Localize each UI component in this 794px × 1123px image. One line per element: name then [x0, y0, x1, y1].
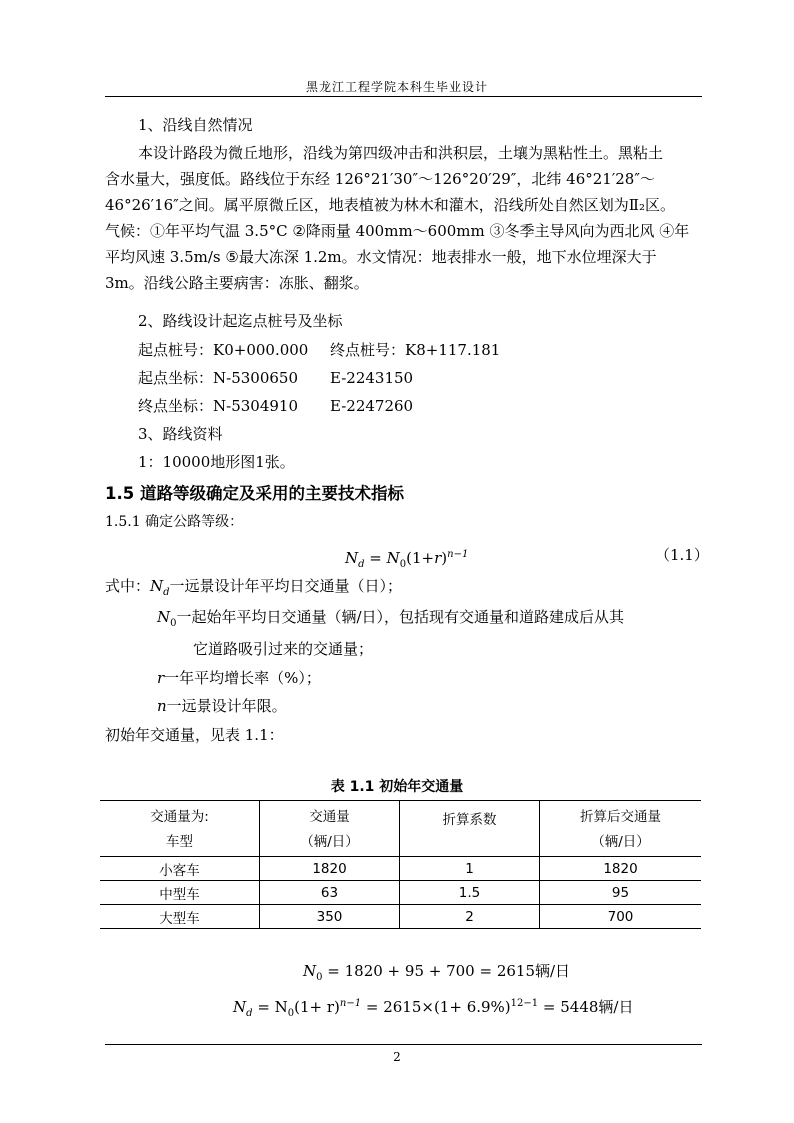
formula-number: （1.1） — [655, 546, 709, 564]
where-line: 式中：$N_d$一远景设计年平均日交通量（日）； — [105, 577, 403, 598]
table-intro: 初始年交通量，见表 1.1： — [105, 726, 284, 744]
calc-nd-exp1: n−1 — [339, 998, 362, 1009]
def-r-line: r一年平均增长率（%）； — [157, 669, 321, 687]
header-col4-line2: （辆/日） — [540, 825, 702, 857]
def-n: 一远景设计年限。 — [166, 697, 287, 715]
page-header-title: 黑龙江工程学院本科生毕业设计 — [305, 80, 488, 94]
section1-line-4: 气候：①年平均气温 3.5°C ②降雨量 400mm～600mm ③冬季主导风向为西北风 ④年 — [105, 222, 690, 240]
calc-nd-part-a: = N — [257, 998, 288, 1016]
section2-heading: 2、路线设计起迄点桩号及坐标 — [138, 312, 343, 330]
section1-line-1: 本设计路段为微丘地形，沿线为第四级冲击和洪积层，土壤为黑粘性土。黑粘土 — [138, 144, 664, 162]
calc-n0-expr: = 1820 + 95 + 700 = 2615辆/日 — [327, 962, 571, 980]
row-converted: 700 — [540, 905, 702, 929]
section-1-5-1-heading: 1.5.1 确定公路等级： — [105, 514, 244, 530]
table-caption: 表 1.1 初始年交通量 — [330, 779, 464, 795]
calc-nd: $N_d = N_0(1+ r)^{n-1} = 2615\times(1+ 6.9\%)^{12-1} = 5448$辆/日 — [233, 998, 634, 1019]
header-col3: 折算系数 — [400, 801, 540, 857]
table-row — [100, 905, 701, 929]
row-factor: 1.5 — [400, 881, 540, 905]
where-intro: 式中： — [105, 577, 151, 595]
def-n0: 一起始年平均日交通量（辆/日），包括现有交通量和道路建成后从其 — [176, 608, 625, 626]
header-col1-line2: 车型 — [166, 834, 193, 850]
section1-line-5: 平均风速 3.5m/s ⑤最大冻深 1.2m。水文情况：地表排水一般，地下水位埋深大于 — [105, 248, 657, 266]
section1-heading: 1、沿线自然情况 — [138, 116, 253, 134]
header-col4-line1: 折算后交通量 — [540, 801, 702, 826]
start-coord-e: E-2243150 — [330, 369, 414, 387]
section1-line-6: 3m。沿线公路主要病害：冻胀、翻浆。 — [105, 274, 369, 292]
header-col2-line2: （辆/日） — [260, 825, 400, 857]
row-type: 大型车 — [100, 905, 260, 929]
row-volume: 1820 — [260, 857, 400, 881]
start-coord-n: 起点坐标：N-5300650 — [138, 369, 298, 387]
formula-1-1: $N_d = N_0(1+r)^{n-1}$ — [345, 549, 469, 570]
def-n-line: n一远景设计年限。 — [157, 697, 287, 715]
start-station: 起点桩号：K0+000.000 — [138, 341, 309, 359]
traffic-volume-table — [100, 800, 701, 929]
header-rule — [105, 96, 702, 97]
calc-nd-part-c: = 2615×(1+ 6.9%) — [361, 998, 511, 1016]
def-n0-continued: 它道路吸引过来的交通量； — [193, 640, 374, 658]
row-converted: 1820 — [540, 857, 702, 881]
end-coord-e: E-2247260 — [330, 397, 414, 415]
section1-line-3: 46°26′16″之间。属平原微丘区，地表植被为林木和灌木，沿线所处自然区划为Ⅱ₂区。 — [105, 196, 675, 214]
calc-nd-part-b: (1+ r) — [294, 998, 340, 1016]
footer-rule — [105, 1044, 702, 1045]
row-factor: 1 — [400, 857, 540, 881]
calc-nd-exp2: 12−1 — [510, 998, 539, 1009]
table-row — [100, 881, 701, 905]
row-volume: 350 — [260, 905, 400, 929]
end-station: 终点桩号：K8+117.181 — [330, 341, 501, 359]
row-volume: 63 — [260, 881, 400, 905]
row-type: 中型车 — [100, 881, 260, 905]
row-type: 小客车 — [100, 857, 260, 881]
def-r: 一年平均增长率（%）； — [164, 669, 321, 687]
row-converted: 95 — [540, 881, 702, 905]
def-n0-line: $N_0$一起始年平均日交通量（辆/日），包括现有交通量和道路建成后从其 — [157, 608, 625, 629]
end-coord-n: 终点坐标：N-5304910 — [138, 397, 298, 415]
calc-n0: $N_0 = 1820 + 95 + 700 = 2615$辆/日 — [303, 962, 571, 983]
calc-nd-part-d: = 5448辆/日 — [538, 998, 634, 1016]
section1-line-2: 含水量大，强度低。路线位于东经 126°21′30″～126°20′29″，北纬 46°21′28″～ — [105, 170, 655, 188]
section3-line: 1：10000地形图1张。 — [138, 453, 295, 471]
table-header-row-1 — [100, 801, 701, 826]
header-col2-line1: 交通量 — [260, 801, 400, 826]
section-1-5-heading: 1.5 道路等级确定及采用的主要技术指标 — [105, 484, 404, 503]
def-nd: 一远景设计年平均日交通量（日）； — [169, 577, 403, 595]
section3-heading: 3、路线资料 — [138, 425, 223, 443]
table-row — [100, 857, 701, 881]
row-factor: 2 — [400, 905, 540, 929]
page-number: 2 — [393, 1050, 401, 1064]
header-col1-line1: 交通量为: — [100, 801, 260, 826]
